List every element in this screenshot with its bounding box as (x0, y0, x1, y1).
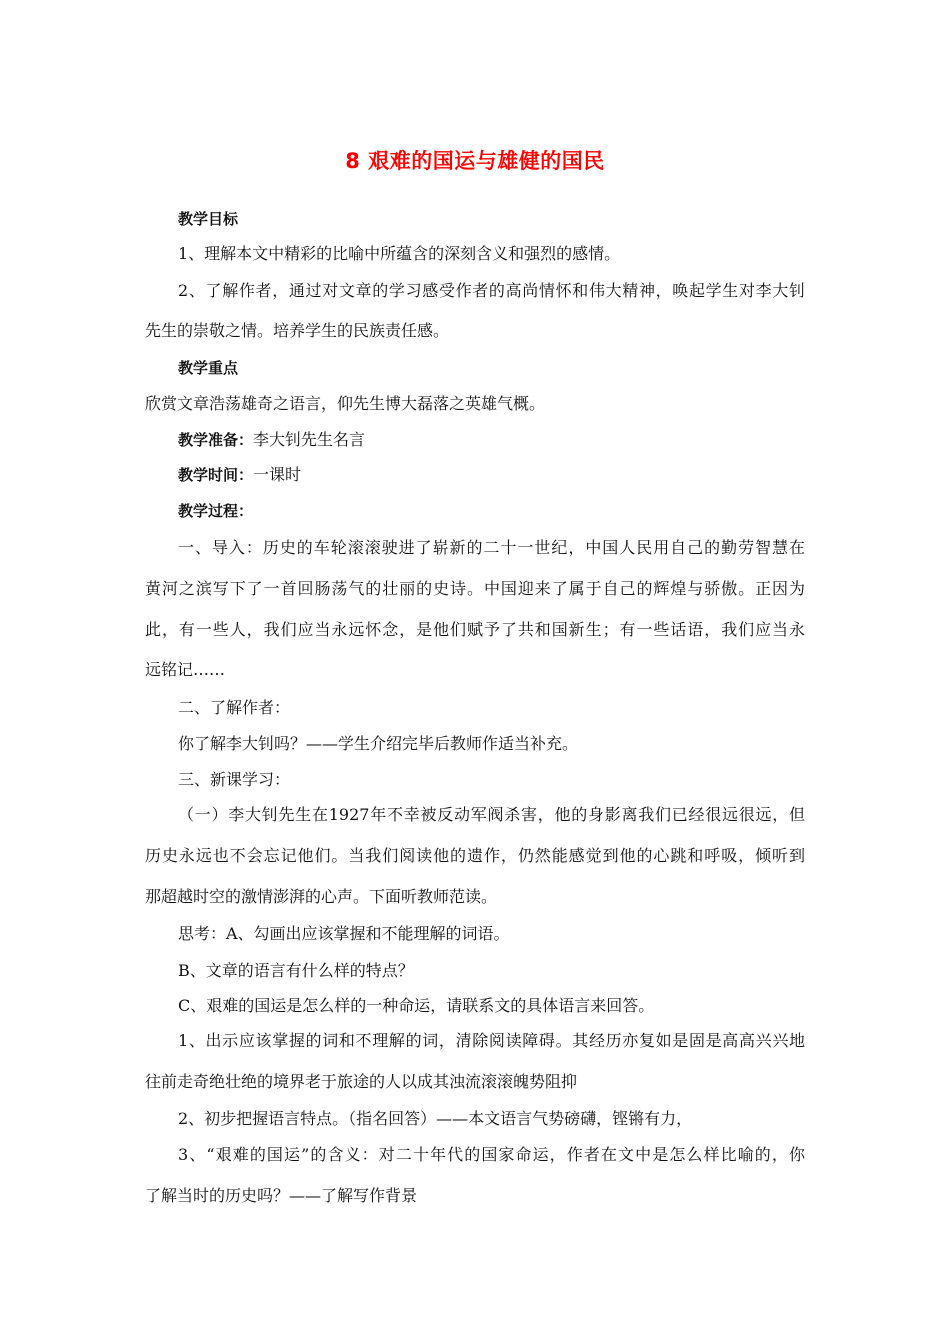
objective-item-2-line-2: 先生的崇敬之情。培养学生的民族责任感。 (145, 321, 450, 340)
part-1-line-3: 那超越时空的激情澎湃的心声。下面听教师范读。 (145, 887, 498, 906)
key-point-heading: 教学重点 (178, 359, 239, 377)
time-row (178, 464, 301, 486)
step-2: 2、初步把握语言特点。（指名回答）——本文语言气势磅礴，铿锵有力， (178, 1109, 693, 1128)
time-label: 教学时间： (178, 466, 254, 484)
step-3-line-1: 3、“艰难的国运”的含义：对二十年代的国家命运，作者在文中是怎么样比喻的，你 (178, 1145, 805, 1164)
think-c: C、艰难的国运是怎么样的一种命运，请联系文的具体语言来回答。 (178, 996, 655, 1015)
part-1-line-2: 历史永远也不会忘记他们。当我们阅读他的遗作，仍然能感觉到他的心跳和呼吸，倾听到 (145, 846, 805, 865)
document-title: 8 艰难的国运与雄健的国民 (345, 149, 605, 173)
step-1-line-1: 1、出示应该掌握的词和不理解的词，清除阅读障碍。其经历亦复如是固是高高兴兴地 (178, 1031, 805, 1050)
objectives-heading: 教学目标 (178, 210, 239, 228)
new-lesson-heading: 三、新课学习： (178, 770, 291, 789)
intro-line-4: 远铭记…… (145, 660, 226, 679)
intro-line-2: 黄河之滨写下了一首回肠荡气的壮丽的史诗。中国迎来了属于自己的辉煌与骄傲。正因为 (145, 579, 805, 598)
preparation-value: 李大钊先生名言 (253, 430, 366, 449)
step-3-line-2: 了解当时的历史吗？——了解写作背景 (145, 1186, 418, 1205)
step-1-line-2: 往前走奇绝壮绝的境界老于旅途的人以成其浊流滚滚魄势阻抑 (145, 1072, 578, 1091)
preparation-row (178, 429, 365, 451)
think-b: B、文章的语言有什么样的特点？ (178, 961, 414, 980)
think-a: 思考：A、勾画出应该掌握和不能理解的词语。 (178, 924, 510, 943)
part-1-line-1: （一）李大钊先生在1927年不幸被反动军阀杀害，他的身影离我们已经很远很远，但 (178, 805, 805, 824)
process-heading: 教学过程： (178, 502, 254, 520)
intro-line-3: 此，有一些人，我们应当永远怀念，是他们赋予了共和国新生；有一些话语，我们应当永 (145, 620, 805, 639)
objective-item-1: 1、理解本文中精彩的比喻中所蕴含的深刻含义和强烈的感情。 (178, 244, 621, 263)
key-point-text: 欣赏文章浩荡雄奇之语言，仰先生博大磊落之英雄气概。 (145, 394, 546, 413)
preparation-label: 教学准备： (178, 431, 254, 449)
author-text: 你了解李大钊吗？——学生介绍完毕后教师作适当补充。 (178, 734, 579, 753)
objective-item-2-line-1: 2、了解作者，通过对文章的学习感受作者的高尚情怀和伟大精神，唤起学生对李大钊 (178, 281, 805, 300)
time-value: 一课时 (253, 465, 302, 484)
author-heading: 二、了解作者： (178, 698, 291, 717)
intro-line-1: 一、导入：历史的车轮滚滚驶进了崭新的二十一世纪，中国人民用自己的勤劳智慧在 (178, 538, 805, 557)
